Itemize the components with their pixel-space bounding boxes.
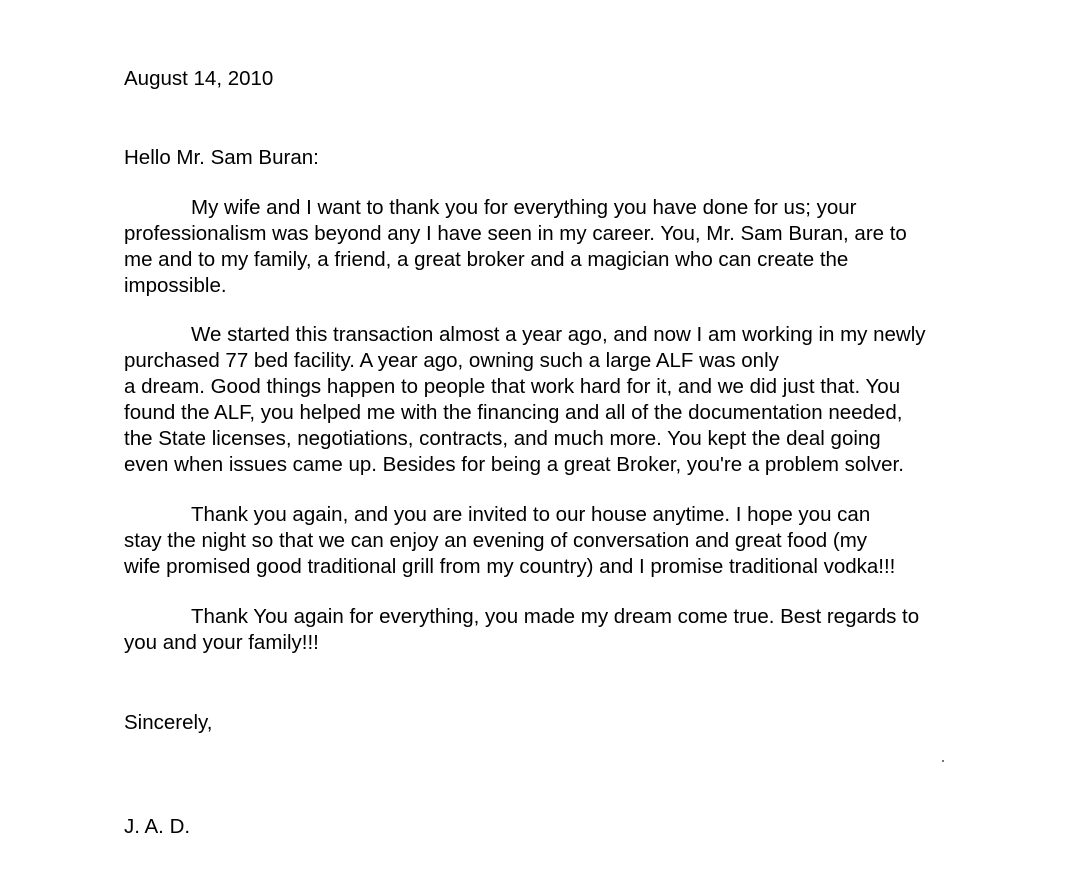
paragraph-line: even when issues came up. Besides for being a great Broker, you're a problem solver.: [124, 453, 904, 476]
letter-page: [124, 0, 1024, 895]
paragraph-line: found the ALF, you helped me with the financing and all of the documentation needed,: [124, 401, 903, 424]
paragraph-line: you and your family!!!: [124, 631, 319, 654]
paragraph-line: We started this transaction almost a year ago, and now I am working in my newly: [191, 323, 926, 346]
paragraph-line: wife promised good traditional grill from my country) and I promise traditional vodka!!!: [124, 555, 896, 578]
letter-salutation: Hello Mr. Sam Buran:: [124, 146, 319, 169]
letter-signature: J. A. D.: [124, 815, 191, 838]
paragraph-line: a dream. Good things happen to people that work hard for it, and we did just that. You: [124, 375, 901, 398]
paragraph-line: purchased 77 bed facility. A year ago, owning such a large ALF was only: [124, 349, 779, 372]
letter-date: August 14, 2010: [124, 67, 274, 90]
scan-speck: [942, 760, 944, 762]
paragraph-line: professionalism was beyond any I have seen in my career. You, Mr. Sam Buran, are to: [124, 222, 907, 245]
paragraph-line: stay the night so that we can enjoy an evening of conversation and great food (my: [124, 529, 868, 552]
paragraph-line: me and to my family, a friend, a great broker and a magician who can create the: [124, 248, 849, 271]
paragraph-line: the State licenses, negotiations, contracts, and much more. You kept the deal going: [124, 427, 881, 450]
paragraph-line: impossible.: [124, 274, 227, 297]
paragraph-line: My wife and I want to thank you for everything you have done for us; your: [191, 196, 857, 219]
letter-closing: Sincerely,: [124, 711, 213, 734]
paragraph-line: Thank you again, and you are invited to our house anytime. I hope you can: [191, 503, 871, 526]
paragraph-line: Thank You again for everything, you made my dream come true. Best regards to: [191, 605, 920, 628]
